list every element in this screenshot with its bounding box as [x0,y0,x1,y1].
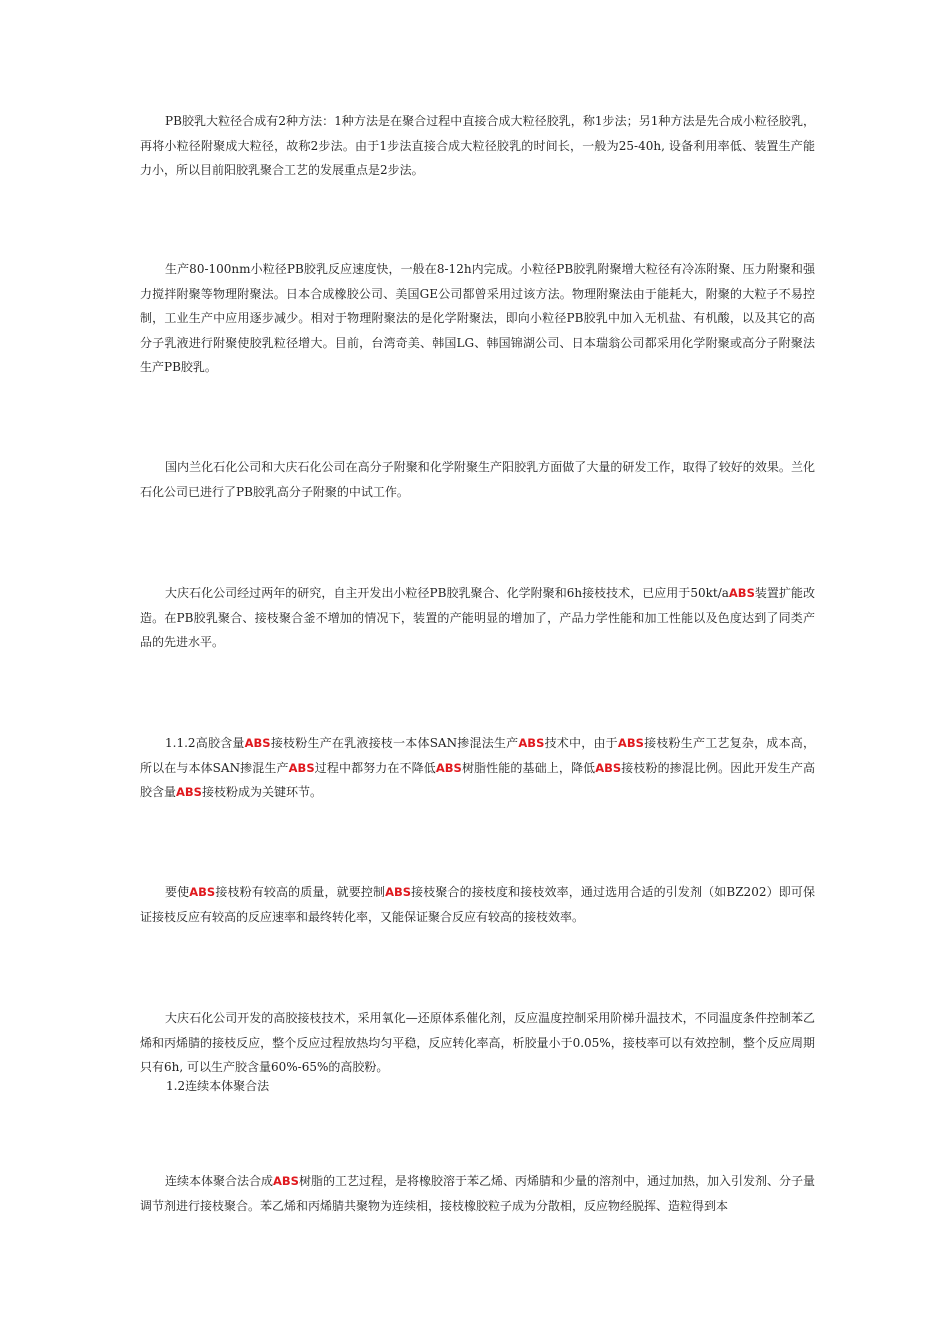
highlight-term-abs: ABS [435,760,462,775]
paragraph-pb-latex-methods [140,109,815,183]
text-segment: 接枝粉生产工艺复杂，成本高，所以在与本体SAN掺混生产 [140,736,815,775]
paragraph-graft-quality [140,880,815,929]
paragraph-continuous-bulk [140,1169,815,1218]
highlight-term-abs: ABS [385,885,412,899]
text-segment: 接枝聚合的接枝度和接枝效率，通过选用合适的引发剂（如BZ202）即可保证接枝反应有较高的反应速率和最终转化率，又能保证聚合反应有较高的接枝效率。 [140,885,815,924]
paragraph-lanzhou-daqing-research [140,455,815,504]
section-heading-1-2: 1.2连续本体聚合法 [166,1079,270,1093]
highlight-term-abs: ABS [288,760,315,775]
paragraph-daqing-technology [140,581,815,655]
highlight-term-abs: ABS [617,736,644,750]
text-segment: 1.1.2高胶含量 [165,736,245,750]
text-segment: 连续本体聚合法合成 [165,1174,274,1188]
highlight-term-abs: ABS [273,1174,299,1188]
text-segment: 生产80-100nm小粒径PB胶乳反应速度快，一般在8-12h内完成。小粒径PB胶乳附聚增大粒径有冷冻附聚、压力附聚和强力搅拌附聚等物理附聚法。日本合成橡胶公司、美国GE公司都曾采用过该方法。物理附聚法由于能耗大，附聚的大粒子不易控制，工业生产中应用逐步减少。相对于物理附聚法的是化学附聚法，即向小粒径PB胶乳中加入无机盐、有机酸，以及其它的高分子乳液进行附聚使胶乳粒径增大。目前，台湾奇美、韩国LG、韩国锦湖公司、日本瑞翁公司都采用化学附聚或高分子附聚法生产PB胶乳。 [140,262,815,374]
text-segment: 树脂的工艺过程，是将橡胶溶于苯乙烯、丙烯腈和少量的溶剂中，通过加热，加入引发剂、分子量调节剂进行接枝聚合。苯乙烯和丙烯腈共聚物为连续相，接枝橡胶粒子成为分散相，反应物经脱挥、造粒得到本 [140,1174,815,1213]
paragraph-small-particle-agglomeration [140,257,815,380]
text-segment: 国内兰化石化公司和大庆石化公司在高分子附聚和化学附聚生产阳胶乳方面做了大量的研发工作，取得了较好的效果。兰化石化公司已进行了PB胶乳高分子附聚的中试工作。 [140,460,815,499]
text-segment: 过程中都努力在不降低 [314,760,436,775]
text-segment: 要使 [165,885,190,899]
highlight-term-abs: ABS [728,586,755,600]
highlight-term-abs: ABS [244,736,271,750]
text-segment: 接枝粉成为关键环节。 [201,785,322,799]
text-segment: 接枝粉有较高的质量，就要控制 [215,885,386,899]
highlight-term-abs: ABS [595,760,622,775]
text-segment: 接枝粉的掺混比例。因此开发生产高胶含量 [140,760,815,799]
text-segment: 接枝粉生产在乳液接枝一本体SAN掺混法生产 [270,736,519,750]
text-segment: 大庆石化公司经过两年的研究，自主开发出小粒径PB胶乳聚合、化学附聚和6h接枝技术，已应用于50kt/a [165,586,729,600]
paragraph-daqing-high-graft [140,1006,815,1080]
text-segment: PB胶乳大粒径合成有2种方法：1种方法是在聚合过程中直接合成大粒径胶乳，称1步法；另1种方法是先合成小粒径胶乳，再将小粒径附聚成大粒径，故称2步法。由于1步法直接合成大粒径胶乳的时间长，一般为25-40h, 设备利用率低、装置生产能力小，所以目前阳胶乳聚合工艺的发展重点是2步法。 [140,114,815,177]
text-segment: 装置扩能改造。在PB胶乳聚合、接枝聚合釜不增加的情况下，装置的产能明显的增加了，产品力学性能和加工性能以及色度达到了同类产品的先进水平。 [140,586,815,649]
highlight-term-abs: ABS [189,885,216,899]
text-segment: 技术中，由于 [544,736,618,750]
paragraph-high-rubber-abs [140,731,815,805]
text-segment: 树脂性能的基础上，降低 [461,760,596,775]
highlight-term-abs: ABS [176,785,202,799]
highlight-term-abs: ABS [518,736,545,750]
text-segment: 大庆石化公司开发的高胶接枝技术，采用氧化—还原体系催化剂，反应温度控制采用阶梯升温技术，不同温度条件控制苯乙烯和丙烯腈的接枝反应，整个反应过程放热均匀平稳，反应转化率高，析胶量小于0.05%，接枝率可以有效控制，整个反应周期只有6h, 可以生产胶含量60%-65%的高胶粉。 [140,1011,815,1074]
